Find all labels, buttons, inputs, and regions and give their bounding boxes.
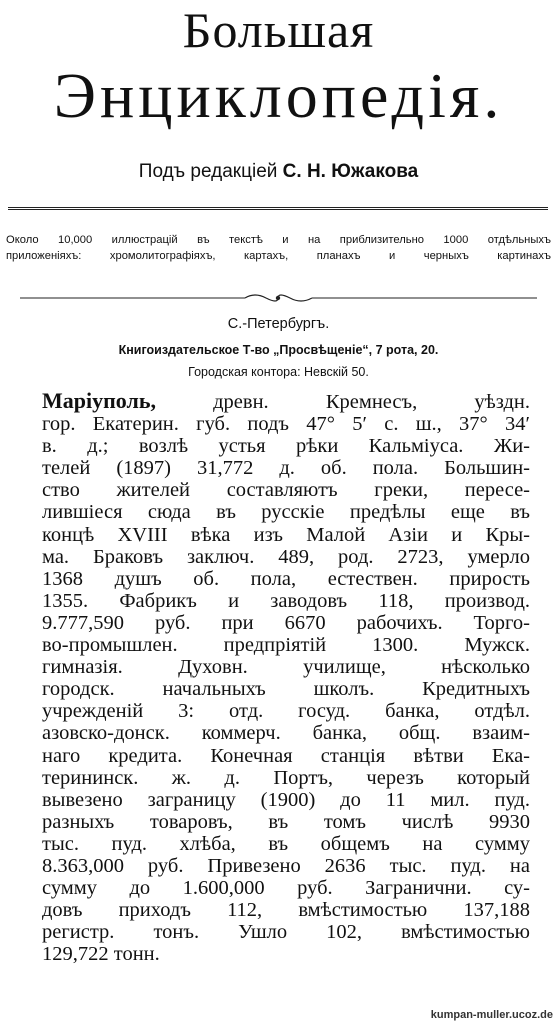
article-line: азовско-донск. коммерч. банка, общ. взаим- xyxy=(42,722,530,745)
article-line: разныхъ товаровъ, въ томъ числѣ 9930 xyxy=(42,810,530,833)
article-line: телей (1897) 31,772 д. об. пола. Большин- xyxy=(42,457,530,480)
article-line: городск. начальныхъ школъ. Кредитныхъ xyxy=(42,678,530,701)
article-line: 1355. Фабрикъ и заводовъ 118, производ. xyxy=(42,589,530,612)
article-line-text: древн. Кремнесъ, уѣздн. xyxy=(155,391,530,413)
title-line-2: Энциклопедія. xyxy=(53,60,504,131)
watermark-link[interactable]: kumpan-muller.ucoz.de xyxy=(430,1009,553,1021)
article-line: довъ приходъ 112, вмѣстимостью 137,188 xyxy=(42,899,530,922)
article-line: в. д.; возлѣ устья рѣки Кальміуса. Жи- xyxy=(42,435,530,458)
title-line-1: Большая xyxy=(182,2,375,58)
publisher-house: Книгоиздательское Т-во „Просвѣщеніе“, 7 рота, 20. xyxy=(118,343,439,357)
illustrations-info-line-2: приложеніяхъ: хромолитографіяхъ, картахъ, планахъ и черныхъ картинахъ xyxy=(6,250,551,262)
header-rule-top xyxy=(8,207,548,208)
editor-lead: Подъ редакціей xyxy=(138,161,283,182)
publisher-city: С.-Петербургъ. xyxy=(227,316,330,332)
article-line xyxy=(42,390,530,413)
article-line: гимназія. Духовн. училище, нѣсколько xyxy=(42,656,530,679)
article-line: гор. Екатерин. губ. подъ 47° 5′ с. ш., 37° 34′ xyxy=(42,413,530,436)
editor-line xyxy=(0,158,557,185)
illustrations-info-line-1: Около 10,000 иллюстрацій въ текстѣ и на приблизительно 1000 отдѣльныхъ xyxy=(6,234,551,246)
article-headword: Маріуполь, xyxy=(42,388,156,413)
article-line: учрежденій 3: отд. госуд. банка, отдѣл. xyxy=(42,700,530,723)
article-marioupol xyxy=(42,390,530,965)
article-line: 8.363,000 руб. Привезено 2636 тыс. пуд. на xyxy=(42,854,530,877)
article-line: сумму до 1.600,000 руб. Загранични. су- xyxy=(42,877,530,900)
ornament-divider xyxy=(0,292,557,304)
editor-name: С. Н. Южакова xyxy=(282,161,419,182)
publisher-office: Городская контора: Невскій 50. xyxy=(188,365,369,379)
article-line: ство жителей составляютъ греки, пересе- xyxy=(42,479,530,502)
header-rule-bottom xyxy=(8,209,548,210)
article-line: вывезено заграницу (1900) до 11 мил. пуд. xyxy=(42,788,530,811)
article-line: 1368 душъ об. пола, естествен. прирость xyxy=(42,567,530,590)
article-line: регистр. тонъ. Ушло 102, вмѣстимостью xyxy=(42,921,530,944)
article-line: наго кредита. Конечная станція вѣтви Ека- xyxy=(42,744,530,767)
article-line: во-промышлен. предпріятій 1300. Мужск. xyxy=(42,634,530,657)
article-line: 9.777,590 руб. при 6670 рабочихъ. Торго- xyxy=(42,611,530,634)
article-line: лившіеся сюда въ русскіе предѣлы еще въ xyxy=(42,501,530,524)
article-line: ма. Браковъ заключ. 489, род. 2723, умерло xyxy=(42,545,530,568)
article-line: концѣ XVIII вѣка изъ Малой Азіи и Кры- xyxy=(42,523,530,546)
article-line: тыс. пуд. хлѣба, въ общемъ на сумму xyxy=(42,832,530,855)
article-line: терининск. ж. д. Портъ, черезъ который xyxy=(42,766,530,789)
article-line: 129,722 тонн. xyxy=(42,943,160,966)
